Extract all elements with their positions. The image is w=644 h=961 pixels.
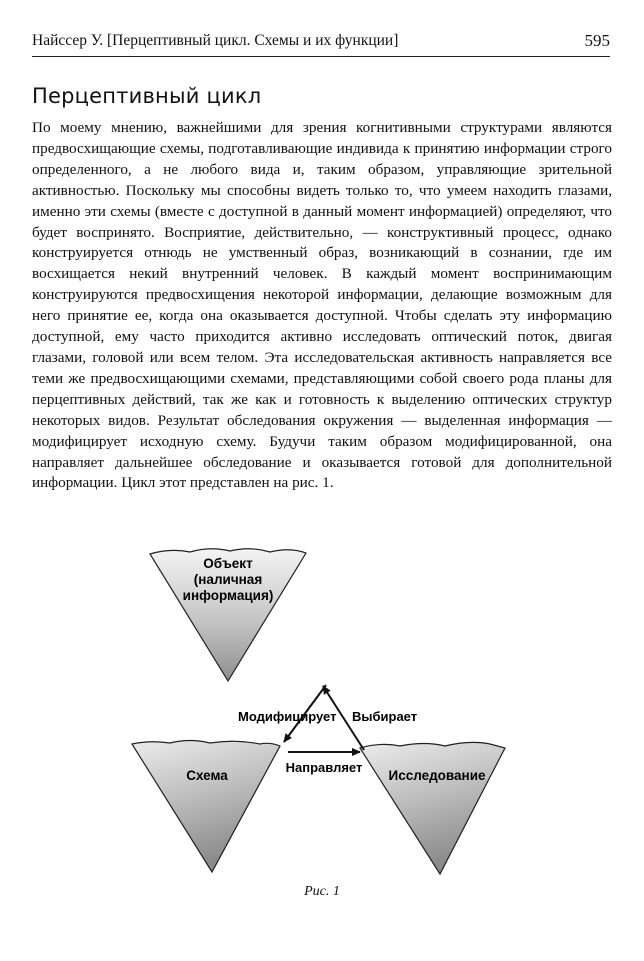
modifies-label: Модифицирует [238, 709, 337, 724]
body-paragraph: По моему мнению, важнейшими для зрения когнитивными структурами являются предвосхищающие схемы, подготавливающие индивида к принятию информации строго определенного, а не любого вида и, таким образом, управляющие зрительной активностью. Поскольку мы способны видеть только то, что умеем находить глазами, именно эти схемы (вместе с доступной в данный момент информацией) определяют, что будет воспринято. Восприятие, действительно, — конструктивный процесс, однако конструируется отнюдь не умственный образ, возникающий в сознании, где им восхищается некий внутренний человек. В каждый момент воспринимающим конструируются предвосхищения некоторой информации, делающие возможным для него принятие ее, когда она оказывается доступной. Чтобы сделать эту информацию доступной, ему часто приходится активно исследовать оптический поток, двигая глазами, головой или всем телом. Эта исследовательская активность направляется все теми же предвосхищающими схемами, представляющими собой своего рода планы для перцептивных действий, так же как и готовность к выделению оптических структур некоторых видов. Результат обследования окружения — выделенная информация — модифицирует исходную схему. Будучи таким образом модифицированной, она направляет дальнейшее обследование и оказывается готовой для дополнительной информации. Цикл этот представлен на рис. 1. [32, 119, 612, 492]
running-title: Найссер У. [Перцептивный цикл. Схемы и их функции] [32, 32, 399, 49]
cycle-diagram [110, 538, 530, 878]
object-label-line1: Объект [203, 556, 253, 571]
section-title: Перцептивный цикл [32, 84, 262, 108]
exploration-wedge [360, 742, 505, 874]
perceptual-cycle-figure [110, 538, 530, 878]
object-node [150, 549, 306, 681]
object-label-line3: информация) [182, 588, 274, 603]
running-header [32, 22, 610, 57]
object-label-line2: (наличная [193, 572, 263, 587]
schema-node [132, 741, 280, 873]
schema-label: Схема [186, 768, 228, 783]
schema-wedge [132, 741, 280, 873]
directs-label: Направляет [285, 760, 363, 775]
exploration-node [360, 742, 505, 874]
figure-caption: Рис. 1 [304, 884, 340, 899]
page-number: 595 [584, 31, 610, 50]
exploration-label: Исследование [388, 768, 486, 783]
selects-label: Выбирает [352, 709, 418, 724]
